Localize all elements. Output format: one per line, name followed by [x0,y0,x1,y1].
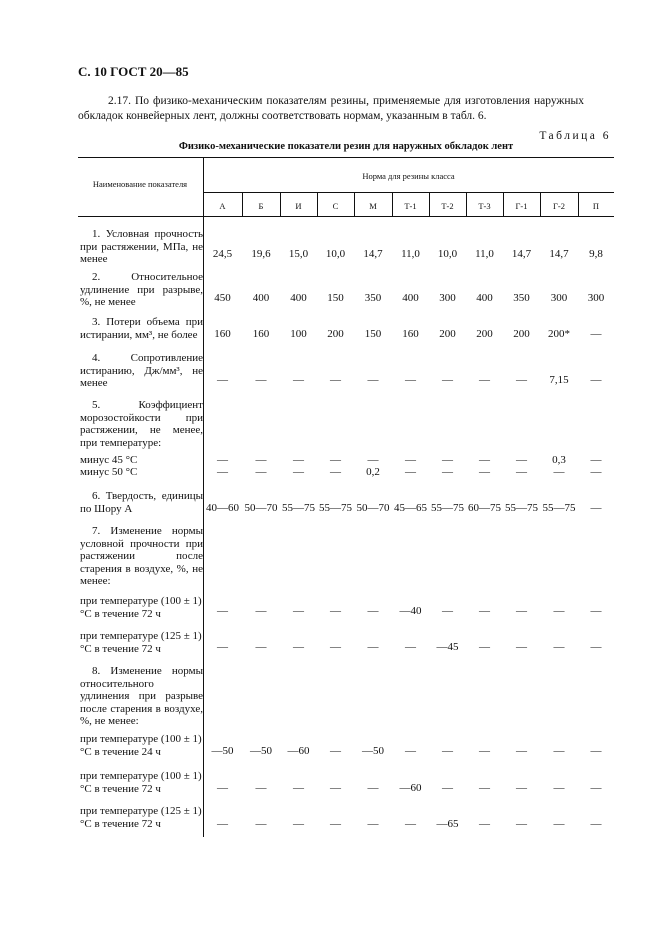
table-cell: — [367,374,379,386]
table-cell: 7,15 [549,374,569,386]
table-title: Физико-механические показатели резин для наружных обкладок лент [178,141,514,152]
table-cell: —65 [436,818,459,830]
table-cell: 11,0 [401,248,420,260]
class-header: С [332,201,339,211]
table-cell: — [405,374,416,386]
table-cell: — [516,818,527,830]
table-cell: —50 [211,745,234,757]
table-cell: 100 [290,328,307,340]
paragraph-text: 2.17. По физико-механическим показателям резины, применяемые для изготовления наружных обкладок конвейерных лент, должны соответствовать нормам, указанным в табл. 6. [78,95,584,122]
table-cell: — [553,818,565,830]
table-cell: — [516,605,527,617]
table-cell: — [217,466,228,478]
table-cell: — [405,454,416,466]
table-cell: 14,7 [363,248,383,260]
table-cell: — [442,605,453,617]
page-header: С. 10 ГОСТ 20—85 [78,64,189,79]
table-cell: — [516,466,527,478]
table-cell: 50—70 [244,502,278,514]
table-cell: — [330,818,341,830]
table-cell: — [255,818,267,830]
table-cell: — [367,605,379,617]
table-cell: — [442,466,453,478]
row-label: 3. Потери объема при истирании, мм³, не более [80,316,203,341]
table-cell: — [479,818,490,830]
table-cell: — [516,374,527,386]
table-cell: 45—65 [394,502,427,514]
row-label: при температуре (100 ± 1) °С в течение 24 ч [80,733,202,758]
table-cell: — [217,374,228,386]
table-cell: — [255,466,267,478]
table-cell: 150 [364,328,382,340]
table-cell: — [590,502,602,514]
class-header: И [295,201,302,211]
table-cell: 40—60 [206,502,239,514]
table-cell: — [590,641,602,653]
table-cell: 400 [476,292,493,304]
table-cell: 9,8 [589,248,603,260]
table-cell: — [405,745,416,757]
table-cell: — [516,454,527,466]
table-cell: — [217,818,228,830]
table-cell: — [217,454,228,466]
table-cell: — [442,374,453,386]
row-label: 2. Относительное удлинение при разрыве, %, не менее [80,271,203,308]
class-header: А [219,201,226,211]
table-cell: 11,0 [475,248,494,260]
table-cell: 200* [548,328,570,340]
table-cell: — [293,818,304,830]
table-cell: — [479,605,490,617]
table-cell: — [367,454,379,466]
table-cell: — [590,454,602,466]
table-cell: — [255,782,267,794]
table-cell: 160 [252,328,270,340]
table-cell: 150 [327,292,344,304]
table-cell: — [479,782,490,794]
class-header: Г-1 [515,201,528,211]
table-cell: 300 [587,292,605,304]
table-cell: — [217,641,228,653]
table-cell: 160 [402,328,419,340]
class-header: Т-2 [441,201,454,211]
table-cell: 400 [290,292,307,304]
table-cell: — [590,466,602,478]
header-bottom-rule [78,216,614,217]
table-cell: — [553,782,565,794]
class-header: М [369,201,377,211]
table-cell: 300 [439,292,456,304]
table-cell: — [255,454,267,466]
table-cell: 400 [252,292,270,304]
table-cell: — [442,782,453,794]
table-cell: — [405,641,416,653]
table-cell: — [330,466,341,478]
table-cell: —50 [250,745,272,757]
table-cell: 350 [364,292,382,304]
table-cell: —50 [362,745,384,757]
table-cell: 14,7 [511,248,532,260]
table-label: Таблица 6 [539,130,611,142]
table-cell: — [330,641,341,653]
table-cell: —60 [399,782,422,794]
row-label: 4. Сопротивление истиранию, Дж/мм³, не менее [80,352,203,389]
table-cell: — [479,745,490,757]
table-cell: 60—75 [468,502,501,514]
table-cell: 24,5 [212,248,233,260]
table-top-rule [78,157,614,158]
table-cell: — [590,745,602,757]
table-cell: 10,0 [437,248,458,260]
table-cell: 0,3 [552,454,566,466]
norm-header: Норма для резины класса [362,171,455,181]
row-label: минус 50 °С [80,466,138,478]
table-cell: 19,6 [251,248,271,260]
table-cell: — [330,745,341,757]
table-cell: — [442,745,453,757]
table-cell: — [330,605,341,617]
row-label: 7. Изменение нормы условной прочности при растяжении после старения в воздухе, %, не менее: [80,525,203,587]
table-cell: —40 [399,605,422,617]
table-cell: — [255,605,267,617]
table-cell: — [293,466,304,478]
table-cell: — [293,782,304,794]
table-cell: — [367,782,379,794]
table-cell: — [590,374,602,386]
table-cell: — [217,782,228,794]
table-cell: — [367,818,379,830]
row-label: 1. Условная прочность при растяжении, МПа, не менее [80,228,203,265]
table-cell: — [293,605,304,617]
class-header: Т-3 [478,201,491,211]
table-cell: 160 [214,328,231,340]
table-cell: 450 [214,292,231,304]
table-cell: — [405,466,416,478]
row-label: 5. Коэффициент морозостойкости при растяжении, не менее, при температуре: [80,399,203,449]
table-cell: — [590,782,602,794]
table-cell: — [217,605,228,617]
table-cell: — [330,454,341,466]
table-cell: — [293,374,304,386]
table-cell: 200 [476,328,493,340]
table-cell: — [590,605,602,617]
row-label: при температуре (125 ± 1) °С в течение 72 ч [80,630,202,655]
table-cell: — [590,328,602,340]
table-cell: 10,0 [325,248,346,260]
table-cell: 55—75 [542,502,576,514]
table-cell: — [293,454,304,466]
table-cell: — [479,641,490,653]
table-cell: 350 [513,292,530,304]
row-label: при температуре (125 ± 1) °С в течение 72 ч [80,805,202,830]
class-header: Б [258,201,264,211]
table-cell: — [479,454,490,466]
table-cell: 200 [513,328,530,340]
table-cell: — [293,641,304,653]
class-header-rule [203,192,614,193]
class-header: Г-2 [553,201,565,211]
table-cell: 55—75 [319,502,352,514]
table-cell: —60 [287,745,310,757]
table-cell: 200 [439,328,456,340]
table-cell: 14,7 [549,248,569,260]
table-cell: 55—75 [431,502,464,514]
table-cell: — [553,641,565,653]
table-cell: — [479,466,490,478]
table-cell: — [590,818,602,830]
table-cell: — [255,374,267,386]
table-cell: 0,2 [366,466,380,478]
table-cell: 50—70 [356,502,390,514]
row-label: минус 45 °С [80,454,138,466]
row-label: при температуре (100 ± 1) °С в течение 72 ч [80,595,202,620]
table-cell: — [553,466,565,478]
table-cell: — [442,454,453,466]
table-cell: 400 [402,292,419,304]
table-cell: — [330,782,341,794]
table-cell: — [405,818,416,830]
table-cell: — [516,745,527,757]
column-name-header: Наименование показателя [92,179,188,189]
row-label: 6. Твердость, единицы по Шору А [80,490,203,515]
table-cell: 300 [550,292,568,304]
class-header: Т-1 [404,201,417,211]
section-paragraph [78,94,584,123]
table-cell: — [367,641,379,653]
table-cell: 55—75 [282,502,315,514]
table-cell: — [516,782,527,794]
row-label: при температуре (100 ± 1) °С в течение 72 ч [80,770,202,795]
table-cell: — [330,374,341,386]
table-cell: — [255,641,267,653]
class-header: П [592,201,600,211]
row-label: 8. Изменение нормы относительного удлинения при разрыве после старения в воздухе, %, не менее: [80,665,203,727]
table-cell: 55—75 [505,502,538,514]
table-cell: — [516,641,527,653]
table-cell: — [553,605,565,617]
table-cell: — [479,374,490,386]
table-cell: 15,0 [288,248,309,260]
table-cell: —45 [436,641,459,653]
table-cell: — [553,745,565,757]
table-cell: 200 [327,328,344,340]
